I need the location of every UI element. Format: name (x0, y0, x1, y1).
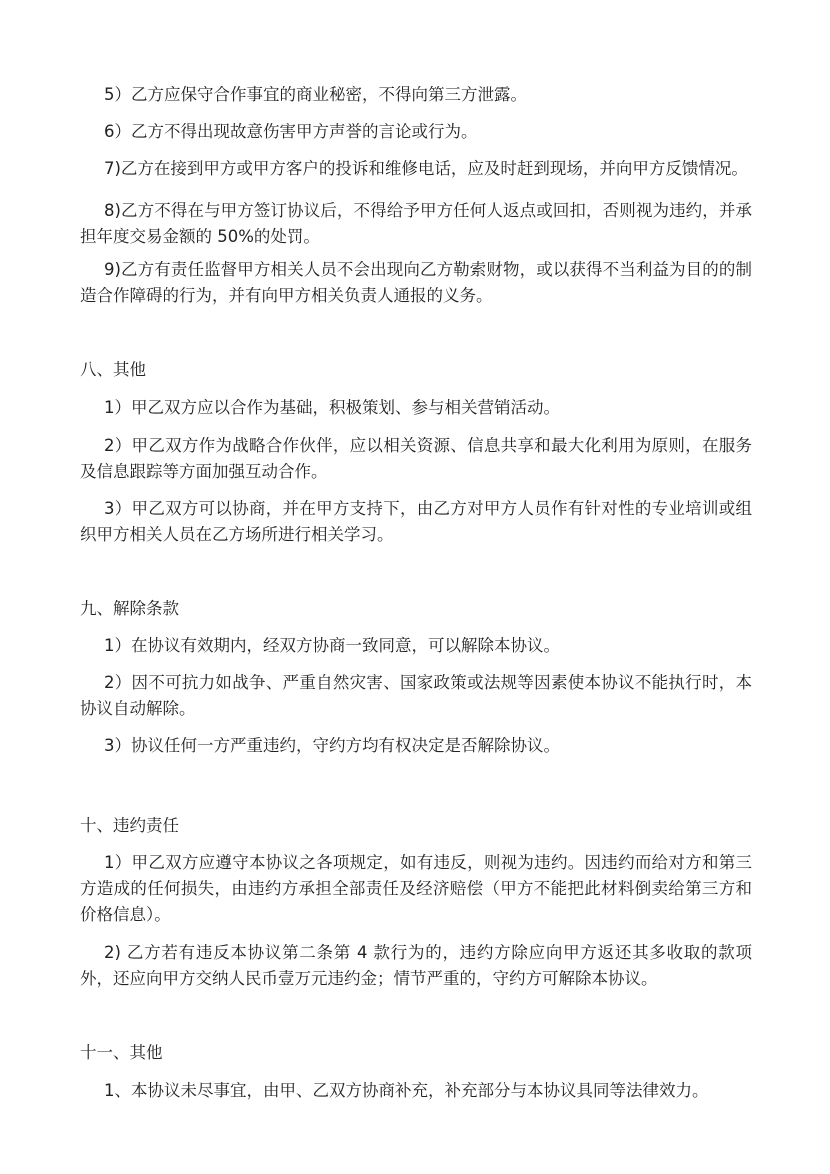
section-heading-11: 十一、其他 (80, 1043, 163, 1062)
clause-9-2: 2）因不可抗力如战争、严重自然灾害、国家政策或法规等因素使本协议不能执行时，本协议自动解除。 (80, 673, 752, 718)
section-heading-8: 八、其他 (80, 360, 146, 379)
clause-11-1: 1、本协议未尽事宜，由甲、乙双方协商补充，补充部分与本协议具同等法律效力。 (104, 1081, 709, 1100)
clause-9-1: 1）在协议有效期内，经双方协商一致同意，可以解除本协议。 (104, 636, 560, 655)
clause-7-6: 6）乙方不得出现故意伤害甲方声誉的言论或行为。 (104, 122, 478, 141)
clause-7-7: 7)乙方在接到甲方或甲方客户的投诉和维修电话，应及时赶到现场，并向甲方反馈情况。 (104, 159, 748, 178)
clause-8-1: 1）甲乙双方应以合作为基础，积极策划、参与相关营销活动。 (104, 398, 560, 417)
clause-7-5: 5）乙方应保守合作事宜的商业秘密，不得向第三方泄露。 (104, 85, 527, 104)
clause-7-9: 9)乙方有责任监督甲方相关人员不会出现向乙方勒索财物，或以获得不当利益为目的的制造合作障碍的行为，并有向甲方相关负责人通报的义务。 (80, 260, 752, 305)
clause-10-1: 1）甲乙双方应遵守本协议之各项规定，如有违反，则视为违约。因违约而给对方和第三方造成的任何损失，由违约方承担全部责任及经济赔偿（甲方不能把此材料倒卖给第三方和价格信息）。 (80, 853, 752, 924)
clause-8-2: 2）甲乙双方作为战略合作伙伴，应以相关资源、信息共享和最大化利用为原则，在服务及信息跟踪等方面加强互动合作。 (80, 436, 752, 481)
clause-8-3: 3）甲乙双方可以协商，并在甲方支持下，由乙方对甲方人员作有针对性的专业培训或组织甲方相关人员在乙方场所进行相关学习。 (80, 499, 752, 544)
clause-9-3: 3）协议任何一方严重违约，守约方均有权决定是否解除协议。 (104, 736, 560, 755)
section-heading-10: 十、违约责任 (80, 816, 179, 835)
clause-7-8: 8)乙方不得在与甲方签订协议后，不得给予甲方任何人返点或回扣，否则视为违约，并承担年度交易金额的 50%的处罚。 (80, 201, 752, 246)
clause-10-2: 2) 乙方若有违反本协议第二条第 4 款行为的，违约方除应向甲方返还其多收取的款项外，还应向甲方交纳人民币壹万元违约金；情节严重的，守约方可解除本协议。 (80, 943, 752, 988)
section-heading-9: 九、解除条款 (80, 599, 179, 618)
